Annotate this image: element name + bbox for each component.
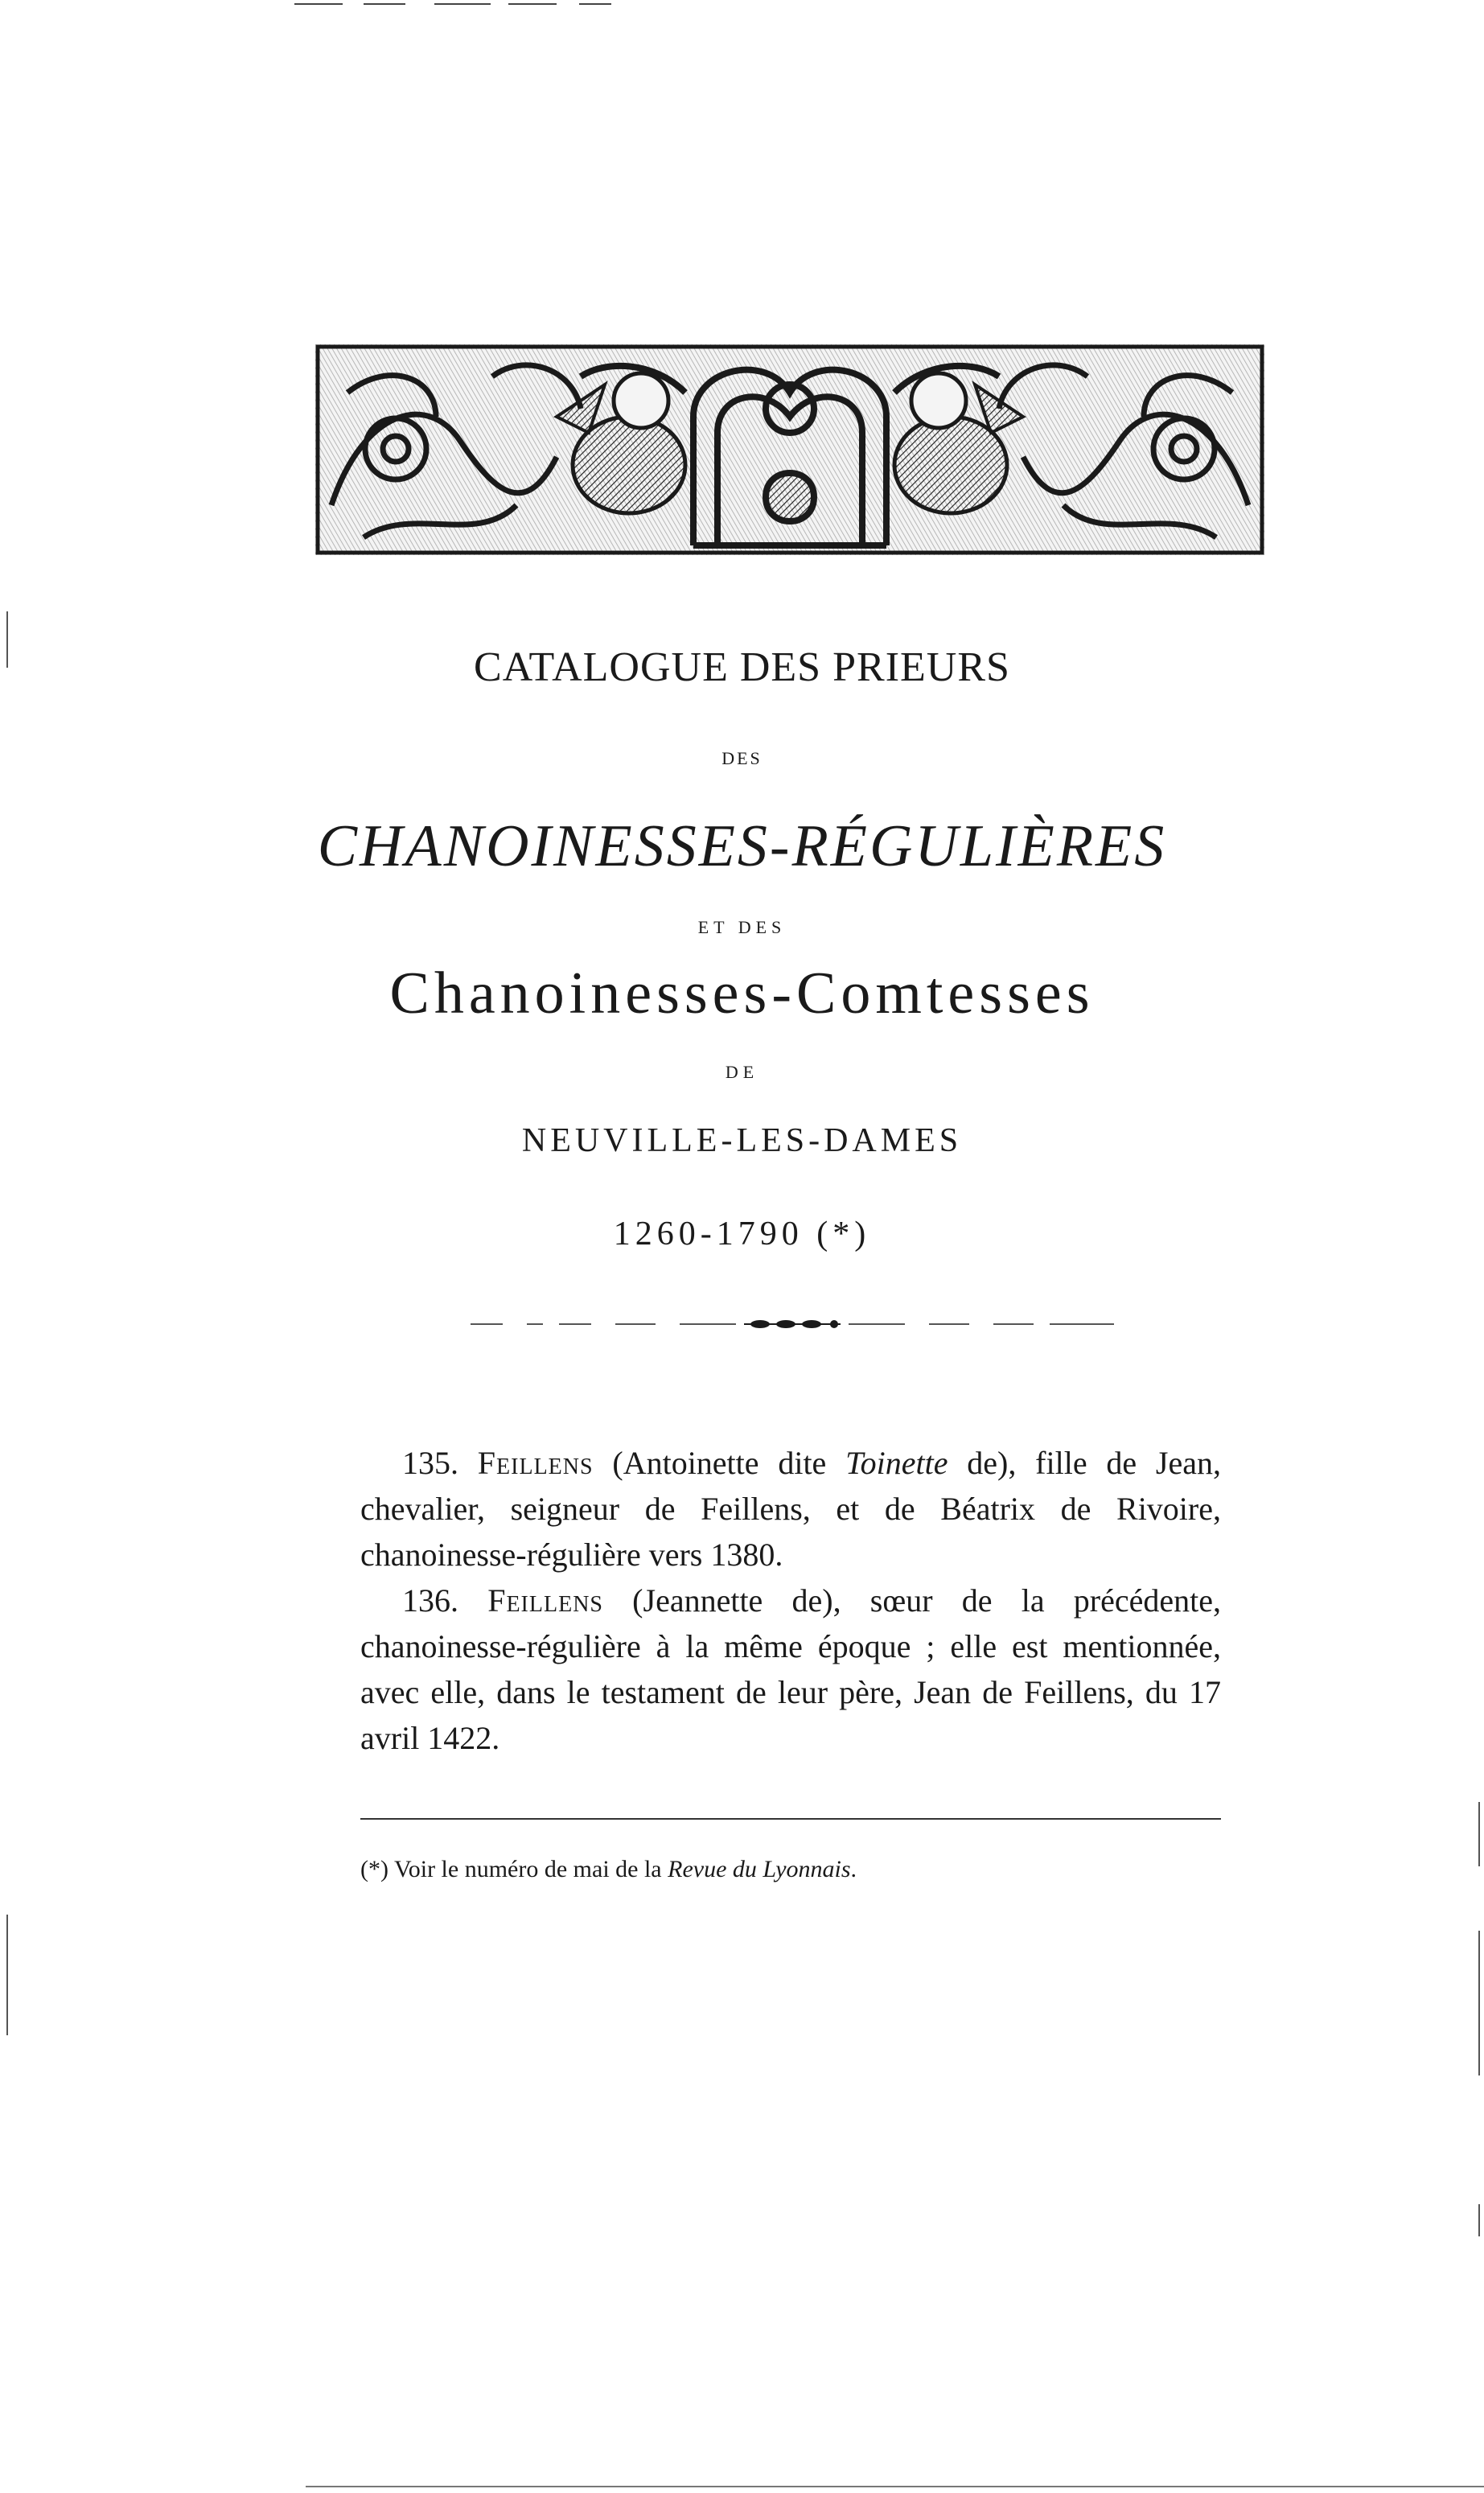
- title-neuville-les-dames: NEUVILLE-LES-DAMES: [521, 1122, 963, 1159]
- entry-text: (Jeannette de), sœur de la précédente, chanoinesse-régulière à la même époque ; elle est mentionnée, avec elle, dans le testament de leur père, Jean de Feillens, du 17 avril 1422.: [360, 1582, 1221, 1756]
- title-chanoinesses-comtesses: Chanoinesses-Comtesses: [389, 961, 1095, 1026]
- catalogue-entries: [360, 1440, 1221, 1761]
- word-de: DE: [725, 1062, 759, 1082]
- footnote-rule: [360, 1818, 1221, 1820]
- footnote-end: .: [850, 1856, 857, 1882]
- word-des: DES: [721, 748, 763, 768]
- entry-135: [360, 1440, 1221, 1578]
- title-chanoinesses-regulieres: CHANOINESSES-RÉGULIÈRES: [317, 813, 1167, 879]
- footnote-journal-title: Revue du Lyonnais: [668, 1856, 851, 1882]
- footnote-text: (*) Voir le numéro de mai de la: [360, 1856, 668, 1882]
- entry-name: Feillens: [487, 1582, 603, 1619]
- entry-text: (Antoinette dite: [593, 1445, 846, 1481]
- entry-136: [360, 1578, 1221, 1761]
- scan-edge-mark: [1478, 2204, 1480, 2236]
- date-range: 1260-1790 (*): [613, 1216, 871, 1253]
- cut-mark: [364, 3, 405, 5]
- cut-mark: [508, 3, 557, 5]
- scan-edge-mark: [6, 1915, 8, 2035]
- entry-number: 135.: [402, 1445, 458, 1481]
- scan-edge-mark: [1478, 1931, 1480, 2075]
- bottom-scan-line: [306, 2486, 1484, 2487]
- entry-name: Feillens: [477, 1445, 594, 1481]
- entry-text: de), fille de Jean, chevalier, seigneur de Feillens, et de Béatrix de Rivoire, chanoinesse-régulière vers 1380.: [360, 1445, 1221, 1573]
- footnote: [360, 1853, 1221, 1886]
- cut-mark: [294, 3, 343, 5]
- entry-number: 136.: [402, 1582, 458, 1619]
- word-et-des: ET DES: [697, 917, 787, 937]
- cut-mark: [579, 3, 611, 5]
- decorative-separator: [471, 1318, 1114, 1331]
- scan-edge-mark: [1478, 1802, 1480, 1866]
- title-catalogue: CATALOGUE DES PRIEURS: [474, 644, 1010, 690]
- ornamental-headpiece: [315, 344, 1264, 555]
- cut-mark: [434, 3, 491, 5]
- entry-italic-name: Toinette: [845, 1445, 948, 1481]
